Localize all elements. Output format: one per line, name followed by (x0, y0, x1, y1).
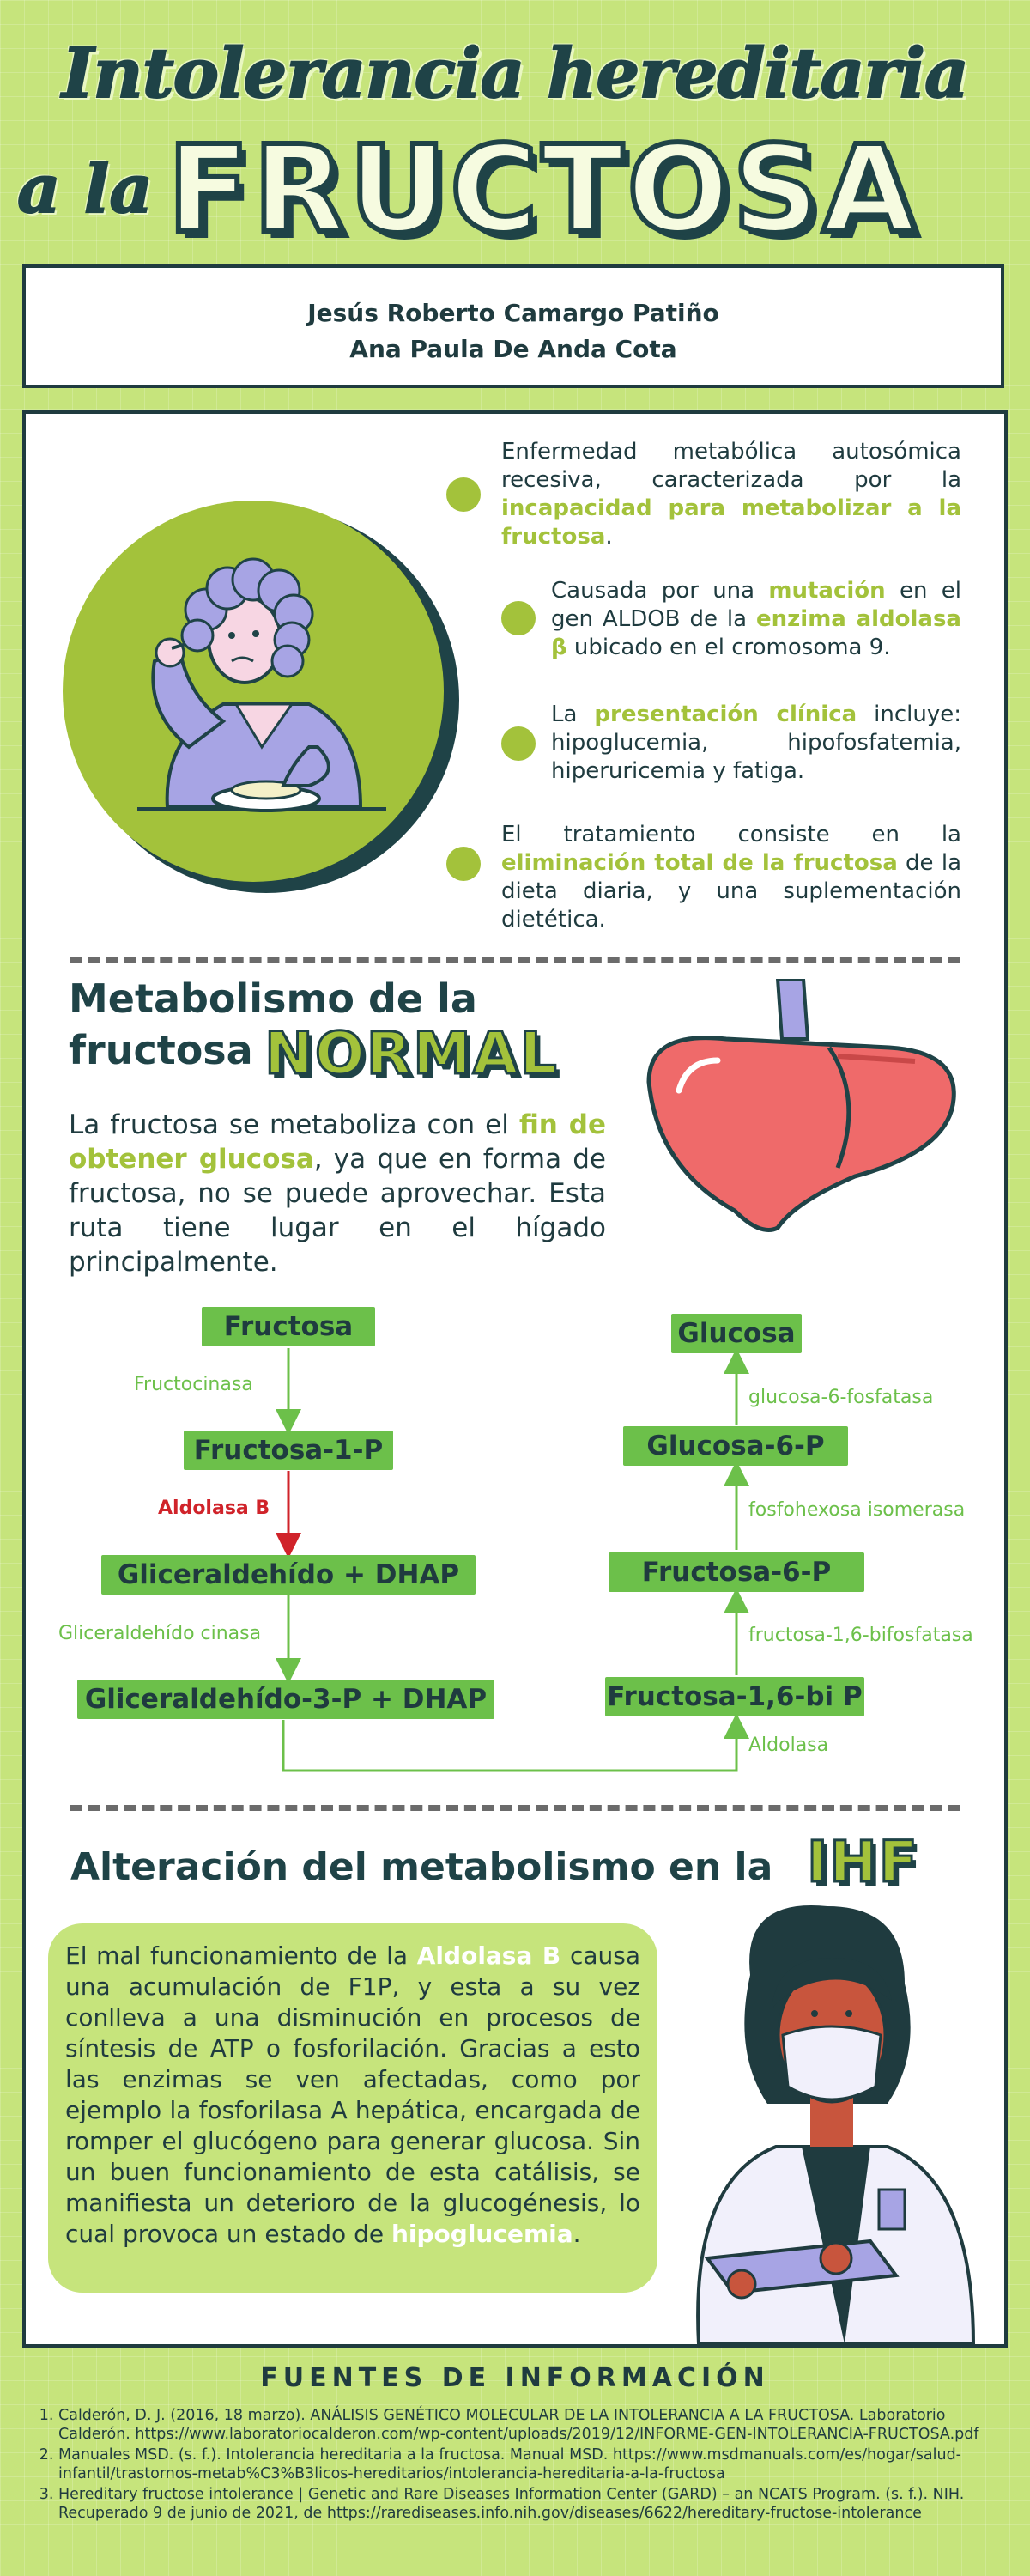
sources-list (41, 2406, 1004, 2524)
ihf-stamp: IHF (807, 1829, 919, 1895)
node-fructosa-1-p: Fructosa-1-P (184, 1431, 393, 1470)
enzyme-fructosa-16-bifosfatasa: fructosa-1,6-bifosfatasa (748, 1625, 973, 1646)
node-fructosa-6-p: Fructosa-6-P (609, 1552, 864, 1592)
intro-bullet-3: La presentación clínica incluye: hipoglucemia, hipofosfatemia, hiperuricemia y fatiga. (551, 702, 962, 784)
node-glucosa-6-p: Glucosa-6-P (623, 1426, 848, 1466)
source-item-2: 2. Manuales MSD. (s. f.). Intolerancia hereditaria a la fructosa. Manual MSD. https://www.msdmanuals.com/es/hogar/salud-infantil/trastornos-metab%C3%B3licos-hereditarios/intolerancia-hereditaria-a-la-fructosa (58, 2445, 1004, 2483)
author-1: Jesús Roberto Camargo Patiño (307, 299, 719, 327)
sources-title: FUENTES DE INFORMACIÓN (260, 2363, 770, 2393)
enzyme-aldolasa-b: Aldolasa B (158, 1498, 270, 1519)
metabolism-title-line1: Metabolismo de la (69, 975, 477, 1022)
normal-stamp: NORMAL (264, 1020, 559, 1088)
node-gliceraldehido-3p-dhap: Gliceraldehído-3-P + DHAP (77, 1680, 494, 1719)
metabolism-title-line2: fructosa (69, 1027, 253, 1073)
doctor-illustration (673, 1898, 999, 2344)
node-gliceraldehido-dhap: Gliceraldehído + DHAP (101, 1555, 476, 1595)
node-fructosa-16-bip: Fructosa-1,6-bi P (605, 1677, 864, 1716)
source-item-3: 3. Hereditary fructose intolerance | Genetic and Rare Diseases Information Center (GARD) – an NCATS Program. (s. f.). NIH. Recuperado 9 de junio de 2021, de https://rarediseases.info.nih.gov/diseases/6622/hereditary-fructose-intolerance (58, 2485, 1004, 2523)
title-line2-main: FRUCTOSA (167, 120, 919, 260)
source-item-1: 1. Calderón, D. J. (2016, 18 marzo). ANÁLISIS GENÉTICO MOLECULAR DE LA INTOLERANCIA A LA FRUCTOSA. Laboratorio Calderón. https://www.laboratoriocalderon.com/wp-content/uploads/2019/12/INFORME-GEN-INTOLERANCIA-FRUCTOSA.pdf (58, 2406, 1004, 2444)
enzyme-glucosa-6-fosfatasa: glucosa-6-fosfatasa (748, 1387, 934, 1408)
enzyme-aldolasa: Aldolasa (748, 1735, 829, 1756)
ihf-title: Alteración del metabolismo en la (70, 1845, 773, 1889)
intro-bullet-2: Causada por una mutación en el gen ALDOB de la enzima aldolasa β ubicado en el cromosoma 9. (551, 578, 961, 660)
author-2: Ana Paula De Anda Cota (349, 335, 677, 363)
divider-2 (70, 1805, 960, 1811)
enzyme-gliceraldehido-cinasa: Gliceraldehído cinasa (58, 1623, 262, 1644)
metabolism-text: La fructosa se metaboliza con el fin de obtener glucosa, ya que en forma de fructosa, no se puede aprovechar. Esta ruta tiene lugar en el hígado principalmente. (69, 1109, 607, 1278)
enzyme-fructocinasa: Fructocinasa (134, 1374, 253, 1395)
intro-bullet-4: El tratamiento consiste en la eliminación total de la fructosa de la dieta diaria, y una suplementación dietética. (501, 822, 961, 933)
ihf-text: El mal funcionamiento de la Aldolasa B causa una acumulación de F1P, y esta a su vez conlleva a una disminución en procesos de síntesis de ATP o fosforilación. Gracias a esto las enzimas se ven afectadas, como por ejemplo la fosforilasa A hepática, encargada de romper el glucógeno para generar glucosa. Sin un buen funcionamiento de esta catálisis, se manifiesta un deterioro de la glucogénesis, lo cual provoca un estado de hipoglucemia. (65, 1941, 640, 2248)
title-line1: Intolerancia hereditaria (62, 33, 968, 113)
title-line2-prefix: a la (17, 150, 153, 228)
node-glucosa: Glucosa (671, 1314, 802, 1353)
intro-bullet-1: Enfermedad metabólica autosómica recesiva, caracterizada por la incapacidad para metabolizar a la fructosa. (501, 439, 961, 550)
enzyme-fosfohexosa-isomerasa: fosfohexosa isomerasa (748, 1499, 966, 1521)
node-fructosa: Fructosa (202, 1307, 375, 1346)
